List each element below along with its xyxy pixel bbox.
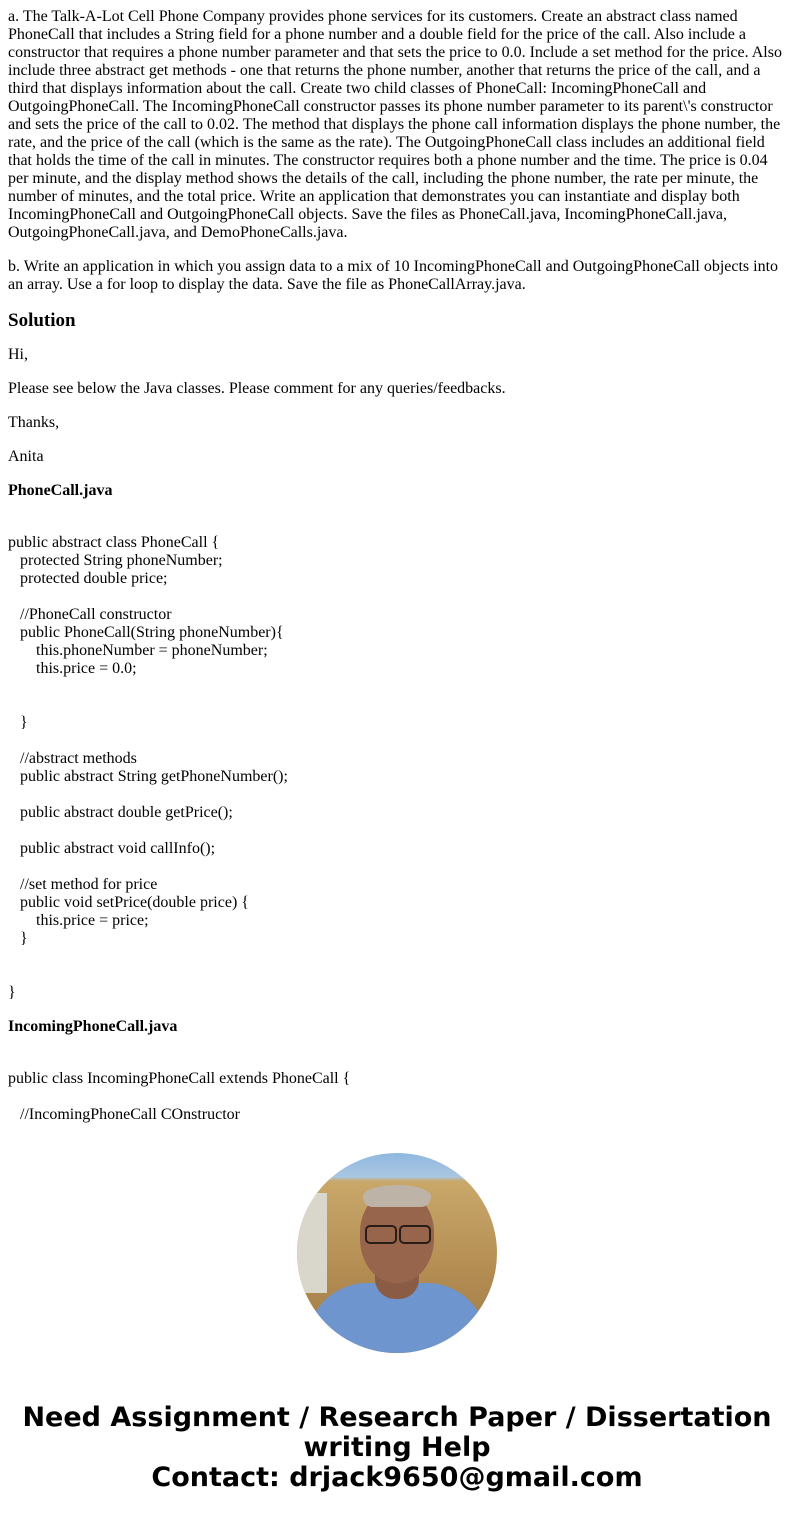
greeting: Hi, <box>8 346 28 363</box>
help-banner-text: Need Assignment / Research Paper / Dissertation writing Help <box>22 1402 772 1463</box>
file-name-incomingphonecall: IncomingPhoneCall.java <box>8 1018 178 1035</box>
code-phonecall: public abstract class PhoneCall { protected String phoneNumber; protected double price; //PhoneCall constructor public PhoneCall(String phoneNumber){ this.phoneNumber = phoneNumber; this.price = 0.0; } //abstract methods public abstract String getPhoneNumber(); public abstract double getPrice(); public abstract void callInfo(); //set method for price public void setPrice(double price) { this.price = price; } } <box>8 534 288 1001</box>
solution-heading: Solution <box>8 310 76 331</box>
code-incomingphonecall: public class IncomingPhoneCall extends PhoneCall { //IncomingPhoneCall COnstructor <box>8 1070 351 1123</box>
author-name: Anita <box>8 448 44 465</box>
document-content <box>8 8 786 1140</box>
help-banner <box>0 1403 794 1493</box>
intro-text: Please see below the Java classes. Please comment for any queries/feedbacks. <box>8 380 506 397</box>
question-part-b: b. Write an application in which you assign data to a mix of 10 IncomingPhoneCall and OutgoingPhoneCall objects into an array. Use a for loop to display the data. Save the file as PhoneCallArray.java. <box>8 258 779 293</box>
file-name-phonecall: PhoneCall.java <box>8 482 113 499</box>
thanks-text: Thanks, <box>8 414 60 431</box>
question-part-a: a. The Talk-A-Lot Cell Phone Company provides phone services for its customers. Create an abstract class named PhoneCall that includes a String field for a phone number and a double field for the price of the call. Also include a constructor that requires a phone number parameter and that sets the price to 0.0. Include a set method for the price. Also include three abstract get methods - one that returns the phone number, another that returns the price of the call, and a third that displays information about the call. Create two child classes of PhoneCall: IncomingPhoneCall and OutgoingPhoneCall. The IncomingPhoneCall constructor passes its phone number parameter to its parent\'s constructor and sets the price of the call to 0.02. The method that displays the phone call information displays the phone number, the rate, and the price of the call (which is the same as the rate). The OutgoingPhoneCall class includes an additional field that holds the time of the call in minutes. The constructor requires both a phone number and the time. The price is 0.04 per minute, and the display method shows the details of the call, including the phone number, the rate per minute, the number of minutes, and the total price. Write an application that demonstrates you can instantiate and display both IncomingPhoneCall and OutgoingPhoneCall objects. Save the files as PhoneCall.java, IncomingPhoneCall.java, OutgoingPhoneCall.java, and DemoPhoneCalls.java. <box>8 8 782 241</box>
author-photo <box>297 1153 497 1353</box>
contact-email: Contact: drjack9650@gmail.com <box>151 1462 643 1493</box>
